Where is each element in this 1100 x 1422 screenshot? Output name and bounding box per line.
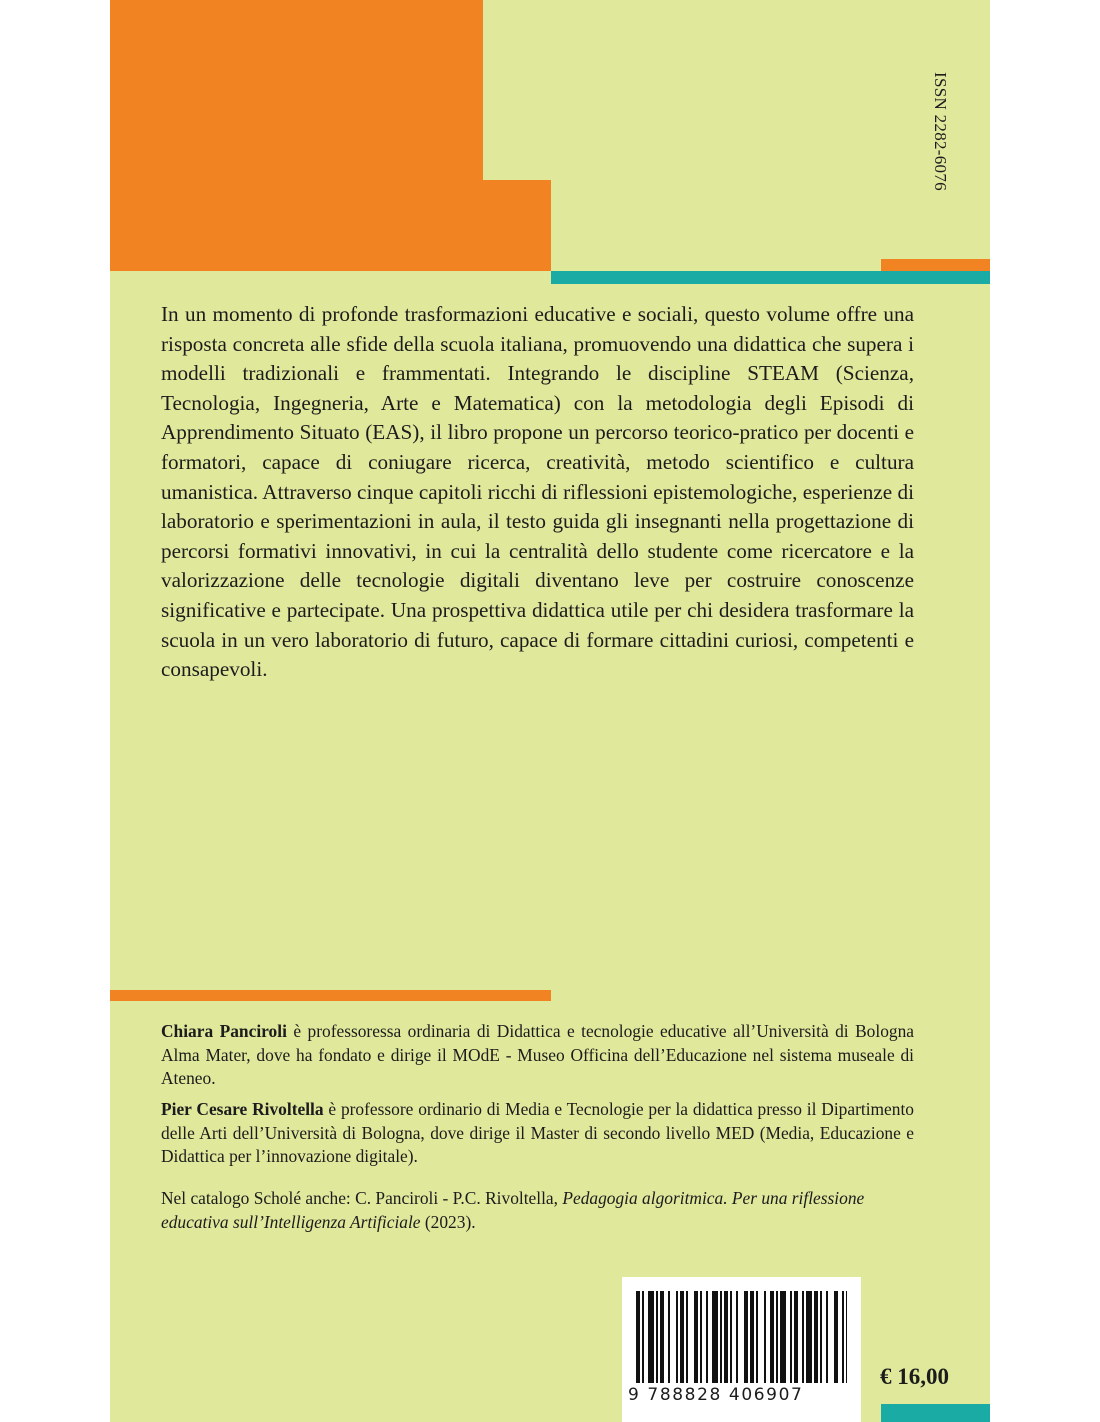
barcode-bar	[648, 1291, 654, 1383]
orange-block-top	[110, 0, 483, 180]
barcode-bar	[834, 1291, 838, 1383]
barcode-bar	[694, 1291, 698, 1383]
orange-accent-bar	[881, 259, 990, 271]
barcode-bar	[680, 1291, 684, 1383]
barcode-bar	[736, 1291, 738, 1383]
author-bio-2	[161, 1098, 914, 1169]
barcode-bar	[790, 1291, 792, 1383]
barcode-bar	[806, 1291, 812, 1383]
book-blurb: In un momento di profonde trasformazioni educative e sociali, questo volume offre una risposta concreta alle sfide della scuola italiana, promuovendo una didattica che supera i modelli tradizionali e frammentati. Integrando le discipline STEAM (Scienza, Tecnologia, Ingegneria, Arte e Matematica) con la metodologia degli Episodi di Apprendimento Situato (EAS), il libro propone un percorso teorico-pratico per docenti e formatori, capace di coniugare ricerca, creatività, metodo scientifico e cultura umanistica. Attraverso cinque capitoli ricchi di riflessioni epistemologiche, esperienze di laboratorio e sperimentazioni in aula, il testo guida gli insegnanti nella progettazione di percorsi formativi innovativi, in cui la centralità dello studente come ricercatore e la valorizzazione delle tecnologie digitali diventano leve per costruire conoscenze significative e partecipate. Una prospettiva didattica utile per chi desidera trasformare la scuola in un vero laboratorio di futuro, capace di formare cittadini curiosi, competenti e consapevoli.	[161, 302, 914, 682]
barcode	[622, 1277, 861, 1422]
barcode-bar	[724, 1291, 728, 1383]
barcode-bar	[750, 1291, 754, 1383]
barcode-bar	[642, 1291, 644, 1383]
barcode-bar	[686, 1291, 688, 1383]
barcode-bar	[776, 1291, 778, 1383]
barcode-bar	[730, 1291, 732, 1383]
barcode-bar	[764, 1291, 766, 1383]
author-name-1: Chiara Panciroli	[161, 1021, 287, 1041]
catalog-title: Pedagogia algoritmica. Per una riflessione educativa sull’Intelligenza Artificiale	[161, 1188, 865, 1232]
barcode-bar	[770, 1291, 774, 1383]
barcode-bar	[842, 1291, 844, 1383]
barcode-bar	[846, 1291, 847, 1383]
issn-label: ISSN 2282-6076	[931, 72, 950, 191]
barcode-bar	[700, 1291, 702, 1383]
teal-accent-bar	[551, 271, 990, 284]
barcode-bar	[656, 1291, 658, 1383]
author-bio-text-1: è professoressa ordinaria di Didattica e tecnologie educative all’Università di Bologna Alma Mater, dove ha fondato e dirige il MOdE - Museo Officina dell’Educazione nel sistema museale di Ateneo.	[161, 1021, 914, 1089]
orange-divider-bar	[110, 990, 551, 1001]
barcode-bar	[676, 1291, 678, 1383]
barcode-bar	[756, 1291, 758, 1383]
barcode-bar	[820, 1291, 822, 1383]
orange-block-step	[110, 180, 551, 271]
barcode-bar	[712, 1291, 718, 1383]
barcode-bar	[826, 1291, 828, 1383]
author-name-2: Pier Cesare Rivoltella	[161, 1099, 324, 1119]
barcode-bar	[744, 1291, 748, 1383]
teal-corner-bar	[881, 1404, 990, 1422]
barcode-bar	[794, 1291, 798, 1383]
barcode-bar	[668, 1291, 670, 1383]
back-cover	[110, 0, 990, 1422]
catalog-note	[161, 1187, 914, 1234]
barcode-digits: 9 788828 406907	[628, 1385, 804, 1405]
barcode-bar	[706, 1291, 708, 1383]
barcode-bar	[814, 1291, 818, 1383]
catalog-prefix: Nel catalogo Scholé anche: C. Panciroli - P.C. Rivoltella,	[161, 1188, 563, 1208]
author-bio-1	[161, 1020, 914, 1091]
author-bio-text-2: è professore ordinario di Media e Tecnologie per la didattica presso il Dipartimento delle Arti dell’Università di Bologna, dove dirige il Master di secondo livello MED (Media, Educazione e Didattica per l’innovazione digitale).	[161, 1099, 914, 1167]
barcode-bar	[802, 1291, 804, 1383]
barcode-bar	[720, 1291, 722, 1383]
barcode-bar	[636, 1291, 640, 1383]
barcode-bars	[636, 1291, 847, 1383]
catalog-suffix: (2023).	[420, 1211, 476, 1232]
price-label: € 16,00	[880, 1364, 949, 1389]
barcode-bar	[780, 1291, 786, 1383]
barcode-bar	[660, 1291, 664, 1383]
